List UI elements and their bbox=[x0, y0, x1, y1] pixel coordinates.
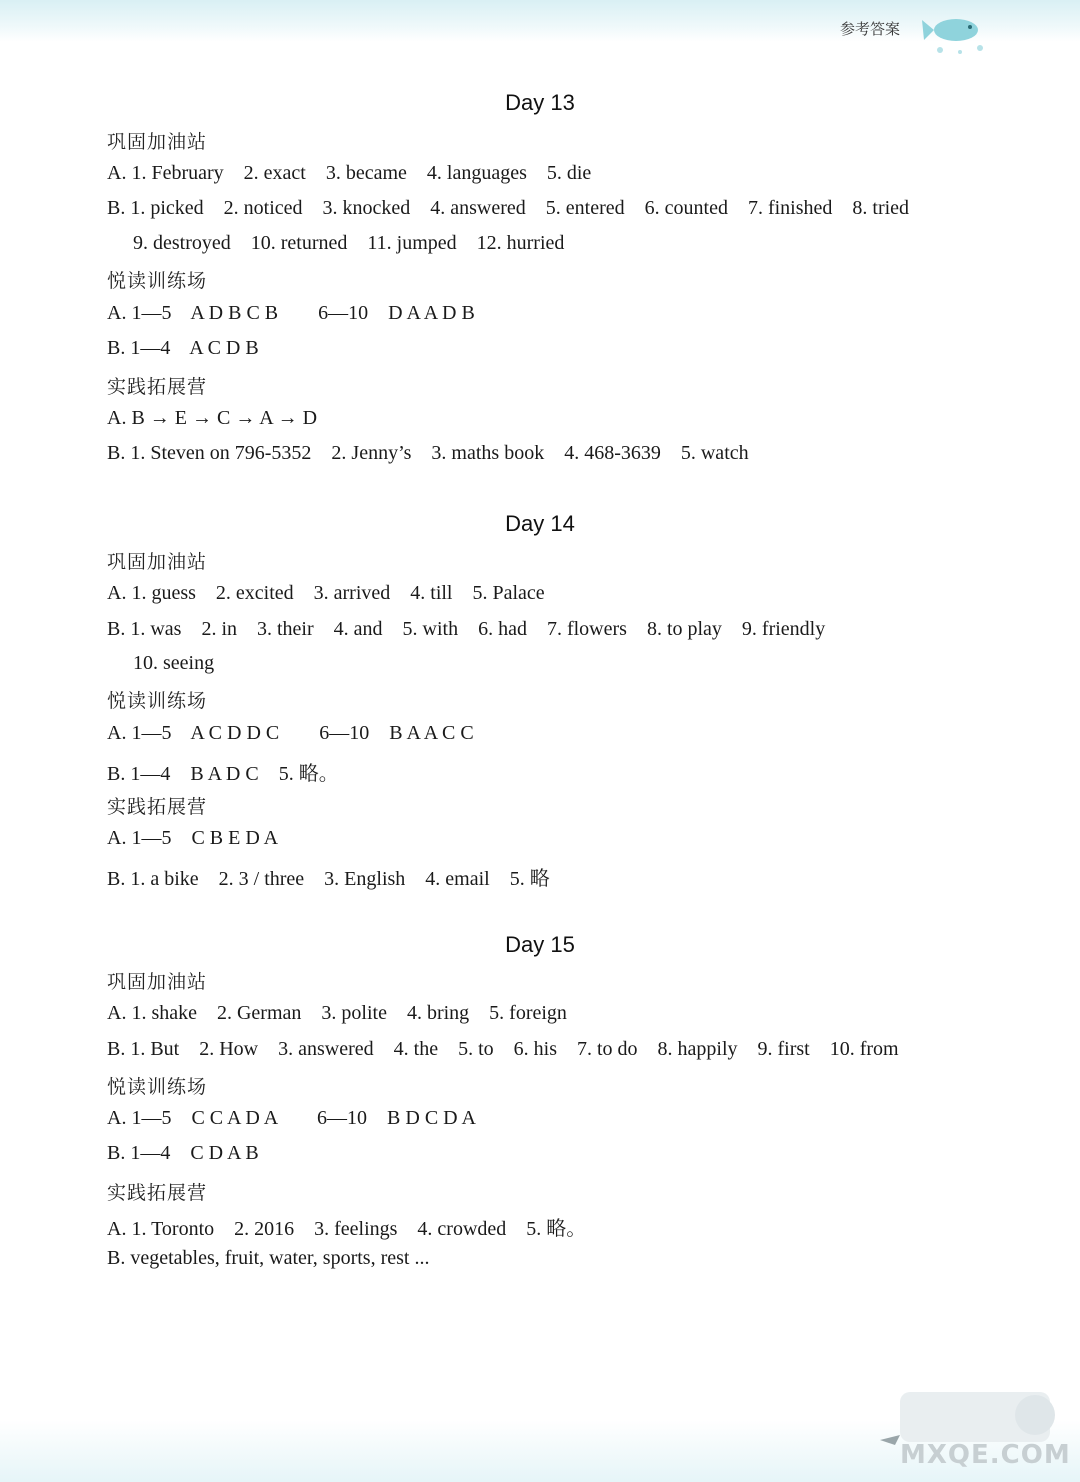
answer-line: B. 1—4 A C D B bbox=[107, 337, 259, 359]
answer-line: B. vegetables, fruit, water, sports, rest ... bbox=[107, 1247, 430, 1269]
answer-line: B. 1. was 2. in 3. their 4. and 5. with 6. had 7. flowers 8. to play 9. friendly bbox=[107, 618, 826, 640]
answer-line: B. 1. a bike 2. 3 / three 3. English 4. email 5. 略 bbox=[107, 868, 550, 890]
section-heading: 悦读训练场 bbox=[107, 690, 208, 712]
section-heading: 巩固加油站 bbox=[107, 131, 208, 153]
answer-line: A. B → E → C → A → D bbox=[107, 407, 318, 429]
answer-line: B. 1. Steven on 796-5352 2. Jenny’s 3. maths book 4. 468-3639 5. watch bbox=[107, 442, 749, 464]
section-heading: 巩固加油站 bbox=[107, 551, 208, 573]
answer-line: A. 1—5 C C A D A 6—10 B D C D A bbox=[107, 1107, 476, 1129]
section-heading: 实践拓展营 bbox=[107, 796, 208, 818]
fish-icon bbox=[920, 10, 990, 58]
day-title: Day 13 bbox=[505, 90, 575, 115]
watermark-text: MXQE.COM bbox=[900, 1440, 1071, 1470]
answer-line: A. 1. shake 2. German 3. polite 4. bring 5. foreign bbox=[107, 1002, 567, 1024]
section-heading: 悦读训练场 bbox=[107, 270, 208, 292]
header-band bbox=[0, 0, 1080, 42]
answer-line: A. 1—5 C B E D A bbox=[107, 827, 279, 849]
header-label: 参考答案 bbox=[840, 20, 901, 38]
answer-line: B. 1. But 2. How 3. answered 4. the 5. to 6. his 7. to do 8. happily 9. first 10. from bbox=[107, 1038, 899, 1060]
answer-line: B. 1. picked 2. noticed 3. knocked 4. answered 5. entered 6. counted 7. finished 8. tried bbox=[107, 197, 910, 219]
answer-line: A. 1. Toronto 2. 2016 3. feelings 4. crowded 5. 略。 bbox=[107, 1218, 587, 1240]
answer-line: A. 1—5 A C D D C 6—10 B A A C C bbox=[107, 722, 474, 744]
answer-line: B. 1—4 C D A B bbox=[107, 1142, 259, 1164]
day-title: Day 14 bbox=[505, 511, 575, 536]
answer-line: A. 1. guess 2. excited 3. arrived 4. till 5. Palace bbox=[107, 582, 545, 604]
section-heading: 实践拓展营 bbox=[107, 1182, 208, 1204]
answer-line: A. 1—5 A D B C B 6—10 D A A D B bbox=[107, 302, 475, 324]
section-heading: 巩固加油站 bbox=[107, 971, 208, 993]
section-heading: 实践拓展营 bbox=[107, 376, 208, 398]
answer-line: 10. seeing bbox=[133, 652, 215, 674]
answer-line: 9. destroyed 10. returned 11. jumped 12. hurried bbox=[133, 232, 565, 254]
answer-line: B. 1—4 B A D C 5. 略。 bbox=[107, 763, 339, 785]
day-title: Day 15 bbox=[505, 932, 575, 957]
section-heading: 悦读训练场 bbox=[107, 1076, 208, 1098]
answer-line: A. 1. February 2. exact 3. became 4. languages 5. die bbox=[107, 162, 592, 184]
